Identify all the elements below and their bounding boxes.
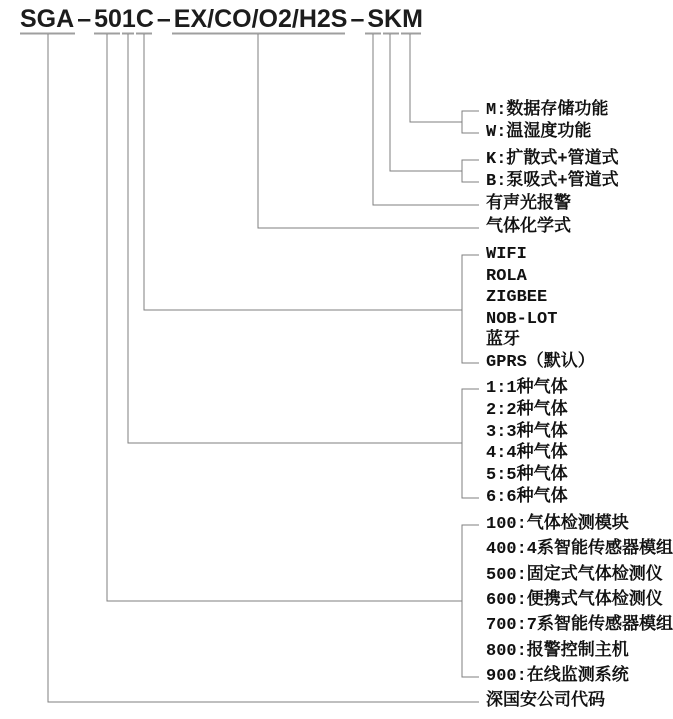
label-k-diffusion-pipeline: K:扩散式+管道式: [486, 150, 619, 169]
label-series-400-sensor: 400:4系智能传感器模组: [486, 540, 673, 559]
code-dash: –: [350, 5, 365, 33]
code-segment-sga: SGA: [20, 5, 75, 33]
connector-m: [410, 34, 462, 122]
label-company-code: 深国安公司代码: [486, 692, 605, 711]
bracket-k-options: [462, 160, 479, 182]
bracket-comm-options: [462, 255, 479, 363]
label-series-900-online-system: 900:在线监测系统: [486, 667, 629, 686]
label-m-data-storage: M:数据存储功能: [486, 101, 609, 120]
label-gas-count-4: 4:4种气体: [486, 444, 568, 463]
bracket-m-options: [462, 111, 479, 133]
code-segment-s: S: [367, 5, 385, 33]
label-series-800-alarm-host: 800:报警控制主机: [486, 642, 629, 661]
code-segment-m: M: [402, 5, 423, 33]
connector-k: [390, 34, 462, 171]
label-gas-count-6: 6:6种气体: [486, 488, 568, 507]
label-comm-rola: ROLA: [486, 267, 527, 286]
code-dash: –: [77, 5, 92, 33]
connector-sga: [48, 34, 479, 702]
label-comm-zigbee: ZIGBEE: [486, 288, 548, 307]
model-code: [20, 5, 423, 33]
code-dash: –: [156, 5, 171, 33]
code-segment-gas-formula: EX/CO/O2/H2S: [173, 5, 348, 33]
label-comm-gprs-default: GPRS（默认）: [486, 353, 595, 372]
label-series-600-portable: 600:便携式气体检测仪: [486, 591, 663, 610]
label-gas-count-2: 2:2种气体: [486, 401, 568, 420]
label-comm-wifi: WIFI: [486, 245, 527, 264]
label-series-700-sensor: 700:7系智能传感器模组: [486, 616, 673, 635]
connector-s: [373, 34, 479, 205]
code-segment-50: 50: [94, 5, 122, 33]
label-sound-light-alarm: 有声光报警: [486, 195, 571, 214]
label-series-500-fixed: 500:固定式气体检测仪: [486, 566, 663, 585]
code-segment-1: 1: [121, 5, 136, 33]
connector-gas-count: [128, 34, 462, 443]
bracket-series-options: [462, 525, 479, 677]
label-b-pump-pipeline: B:泵吸式+管道式: [486, 172, 619, 191]
label-gas-count-1: 1:1种气体: [486, 379, 568, 398]
label-comm-nob-lot: NOB-LOT: [486, 310, 558, 329]
bracket-gas-count-options: [462, 389, 479, 498]
label-gas-chemical-formula: 气体化学式: [486, 218, 571, 237]
code-segment-c: C: [135, 5, 154, 33]
connector-500: [107, 34, 462, 601]
code-segment-k: K: [384, 5, 403, 33]
connector-comm: [144, 34, 462, 310]
label-series-100-module: 100:气体检测模块: [486, 515, 629, 534]
label-w-temp-humidity: W:温湿度功能: [486, 123, 592, 142]
label-gas-count-3: 3:3种气体: [486, 423, 568, 442]
label-comm-bluetooth: 蓝牙: [486, 331, 520, 350]
connector-gas-formula: [258, 34, 479, 228]
label-gas-count-5: 5:5种气体: [486, 466, 568, 485]
